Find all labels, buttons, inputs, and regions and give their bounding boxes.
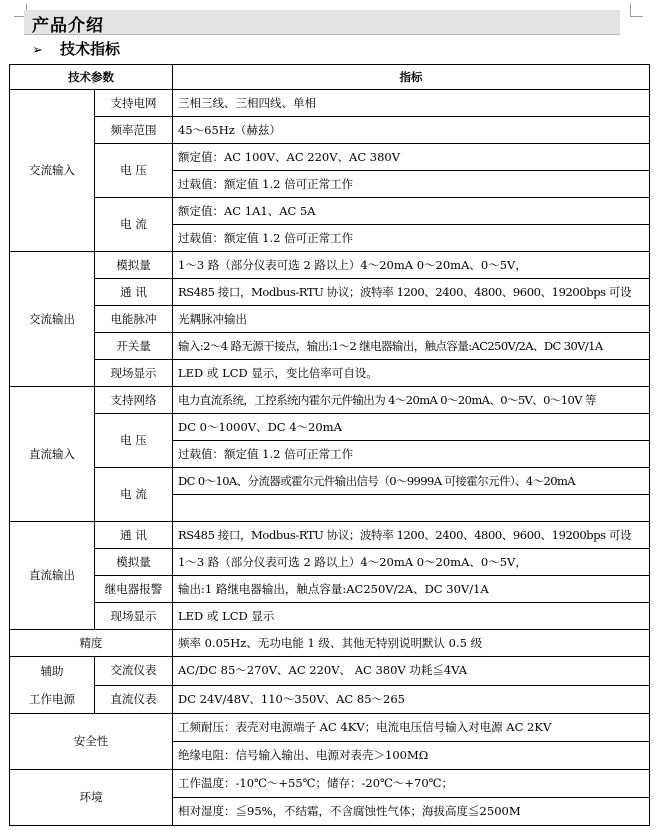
row-label-aux-ac: 交流仪表: [95, 657, 173, 686]
table-row: [10, 522, 650, 549]
row-label-safety: 安全性: [10, 714, 173, 770]
group-dc-input: 直流输入: [10, 387, 95, 522]
table-row: [10, 144, 650, 171]
table-row: [10, 306, 650, 333]
row-value-ac-current-rated: 额定值：AC 1A1、AC 5A: [173, 198, 650, 225]
table-header-row: [10, 65, 650, 90]
table-row: [10, 657, 650, 686]
table-row: [10, 279, 650, 306]
row-value-dc-comm: RS485 接口，Modbus-RTU 协议；波特率 1200、2400、4800、9600、19200bps 可设: [173, 522, 650, 549]
row-value-dc-analog: 1～3 路（部分仪表可选 2 路以上）4～20mA 0～20mA、0～5V，: [173, 549, 650, 576]
row-label-grid: 支持电网: [95, 90, 173, 117]
row-value-ac-comm: RS485 接口，Modbus-RTU 协议；波特率 1200、2400、4800、9600、19200bps 可设: [173, 279, 650, 306]
group-aux-power-line2: 工作电源: [29, 692, 75, 706]
table-row: [10, 549, 650, 576]
row-label-accuracy: 精度: [10, 630, 173, 657]
row-label-dc-display: 现场显示: [95, 603, 173, 630]
row-label-environment: 环境: [10, 770, 173, 826]
spec-table: [9, 64, 650, 826]
row-value-ac-display: LED 或 LCD 显示，变比倍率可自设。: [173, 360, 650, 387]
table-row: [10, 770, 650, 798]
row-value-dc-current: DC 0～10A、分流器或霍尔元件输出信号（0～9999A 可接霍尔元件）、4～20mA: [173, 468, 650, 495]
row-label-dc-network: 支持网络: [95, 387, 173, 414]
row-label-freq: 频率范围: [95, 117, 173, 144]
row-value-aux-ac: AC/DC 85～270V、AC 220V、 AC 380V 功耗≦4VA: [173, 657, 650, 686]
row-value-energy-pulse: 光耦脉冲输出: [173, 306, 650, 333]
row-value-accuracy: 频率 0.05Hz、无功电能 1 级、其他无特别说明默认 0.5 级: [173, 630, 650, 657]
row-label-ac-current: 电 流: [95, 198, 173, 252]
row-value-env-humidity: 相对湿度：≦95%，不结霜，不含腐蚀性气体；海拔高度≦2500M: [173, 798, 650, 826]
row-value-aux-dc: DC 24V/48V、110～350V、AC 85～265: [173, 685, 650, 714]
row-value-env-temperature: 工作温度：-10℃～+55℃；储存：-20℃～+70℃；: [173, 770, 650, 798]
table-row: [10, 90, 650, 117]
table-row: [10, 198, 650, 225]
row-label-dc-analog: 模拟量: [95, 549, 173, 576]
row-label-dc-voltage: 电 压: [95, 414, 173, 468]
group-aux-power-line1: 辅助: [40, 664, 64, 678]
table-row: [10, 630, 650, 657]
table-row: [10, 117, 650, 144]
table-row: [10, 714, 650, 742]
row-value-ac-analog: 1～3 路（部分仪表可选 2 路以上）4～20mA 0～20mA、0～5V，: [173, 252, 650, 279]
table-row: [10, 603, 650, 630]
row-label-switch: 开关量: [95, 333, 173, 360]
table-row: [10, 333, 650, 360]
row-value-safety-withstand: 工频耐压：表壳对电源端子 AC 4KV；电流电压信号输入对电源 AC 2KV: [173, 714, 650, 742]
section-title: 技术指标: [60, 40, 121, 58]
table-row: [10, 414, 650, 441]
row-label-dc-current: 电 流: [95, 468, 173, 522]
row-value-safety-insulation: 绝缘电阻：信号输入输出、电源对表壳＞100MΩ: [173, 742, 650, 770]
page-title: 产品介绍: [32, 16, 104, 36]
table-row: [10, 252, 650, 279]
table-row: [10, 685, 650, 714]
row-value-switch: 输入:2～4 路无源干接点，输出:1～2 继电器输出，触点容量:AC250V/2A、DC 30V/1A: [173, 333, 650, 360]
row-label-ac-analog: 模拟量: [95, 252, 173, 279]
group-ac-output: 交流输出: [10, 252, 95, 387]
row-value-freq: 45～65Hz（赫兹）: [173, 117, 650, 144]
page-corner-mark-right: [630, 4, 643, 17]
table-row: [10, 576, 650, 603]
row-value-grid: 三相三线、三相四线、单相: [173, 90, 650, 117]
group-aux-power: [10, 657, 95, 714]
row-label-ac-voltage: 电 压: [95, 144, 173, 198]
group-dc-output: 直流输出: [10, 522, 95, 630]
row-label-ac-comm: 通 讯: [95, 279, 173, 306]
table-row: [10, 468, 650, 495]
row-value-dc-voltage-rated: DC 0～1000V、DC 4～20mA: [173, 414, 650, 441]
header-param: 技术参数: [10, 65, 173, 90]
row-value-dc-display: LED 或 LCD 显示: [173, 603, 650, 630]
row-label-dc-comm: 通 讯: [95, 522, 173, 549]
row-label-relay-alarm: 继电器报警: [95, 576, 173, 603]
row-label-ac-display: 现场显示: [95, 360, 173, 387]
table-row: [10, 387, 650, 414]
table-row: [10, 360, 650, 387]
row-value-ac-voltage-overload: 过载值：额定值 1.2 倍可正常工作: [173, 171, 650, 198]
row-value-dc-voltage-overload: 过载值：额定值 1.2 倍可正常工作: [173, 441, 650, 468]
row-label-aux-dc: 直流仪表: [95, 685, 173, 714]
row-value-ac-voltage-rated: 额定值：AC 100V、AC 220V、AC 380V: [173, 144, 650, 171]
group-ac-input: 交流输入: [10, 90, 95, 252]
row-value-dc-network: 电力直流系统，工控系统内霍尔元件输出为 4～20mA 0～20mA、0～5V、0～10V 等: [173, 387, 650, 414]
section-heading: [32, 38, 120, 62]
arrow-bullet-icon: ➢: [32, 43, 43, 58]
row-value-dc-current-empty: [173, 495, 650, 522]
row-value-ac-current-overload: 过载值：额定值 1.2 倍可正常工作: [173, 225, 650, 252]
row-label-energy-pulse: 电能脉冲: [95, 306, 173, 333]
row-value-relay-alarm: 输出:1 路继电器输出，触点容量:AC250V/2A、DC 30V/1A: [173, 576, 650, 603]
page-title-bar: [24, 10, 620, 35]
header-spec: 指标: [173, 65, 650, 90]
